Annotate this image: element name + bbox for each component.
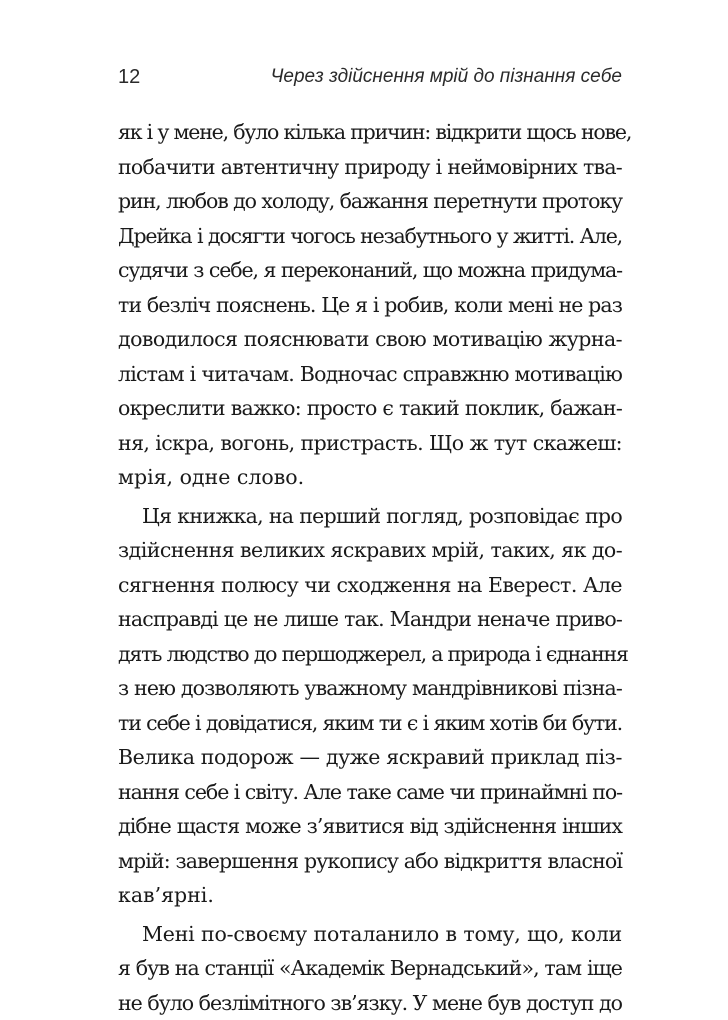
text-line: побачити автентичну природу і неймовірних тва-: [118, 150, 622, 185]
running-title: Через здійснення мрій до пізнання себе: [271, 66, 622, 88]
text-line: сягнення полюсу чи сходження на Еверест. Але: [118, 568, 622, 603]
page-number: 12: [118, 66, 140, 89]
text-line: як і у мене, було кілька причин: відкрити щось нове,: [118, 115, 622, 150]
text-line: ти безліч пояснень. Це я і робив, коли мені не раз: [118, 288, 622, 323]
text-line: дять людство до першоджерел, а природа і єднання: [118, 637, 622, 672]
text-line: лістам і читачам. Водночас справжню мотивацію: [118, 357, 622, 392]
text-line: мрія, одне слово.: [118, 460, 622, 495]
text-line: я був на станції «Академік Вернадський», там іще: [118, 951, 622, 986]
page-header: [118, 60, 622, 90]
paragraph-1: [118, 115, 622, 495]
text-line: нання себе і світу. Але таке саме чи принаймні по-: [118, 775, 622, 810]
text-line: мрій: завершення рукопису або відкриття власної: [118, 844, 622, 879]
paragraph-3: [118, 917, 622, 1020]
text-line: Велика подорож — дуже яскравий приклад піз-: [118, 740, 622, 775]
text-line: кав’ярні.: [118, 878, 622, 913]
text-line: здійснення великих яскравих мрій, таких, як до-: [118, 533, 622, 568]
text-line: доводилося пояснювати свою мотивацію журна-: [118, 322, 622, 357]
text-line: окреслити важко: просто є такий поклик, бажан-: [118, 391, 622, 426]
paragraph-2: [118, 499, 622, 913]
text-line: ня, іскра, вогонь, пристрасть. Що ж тут скажеш:: [118, 426, 622, 461]
text-line: рин, любов до холоду, бажання перетнути протоку: [118, 184, 622, 219]
text-line: з нею дозволяють уважному мандрівникові пізна-: [118, 671, 622, 706]
text-line: судячи з себе, я переконаний, що можна придума-: [118, 253, 622, 288]
text-line: не було безлімітного зв’язку. У мене був доступ до: [118, 986, 622, 1020]
text-line: дібне щастя може з’явитися від здійснення інших: [118, 809, 622, 844]
text-line: Дрейка і досягти чогось незабутнього у житті. Але,: [118, 219, 622, 254]
text-line: ти себе і довідатися, яким ти є і яким хотів би бути.: [118, 706, 622, 741]
body-text: [118, 115, 622, 1020]
text-line: Ця книжка, на перший погляд, розповідає про: [118, 499, 622, 534]
text-line: насправді це не лише так. Мандри неначе приво-: [118, 602, 622, 637]
text-line: Мені по-своєму поталанило в тому, що, коли: [118, 917, 622, 952]
